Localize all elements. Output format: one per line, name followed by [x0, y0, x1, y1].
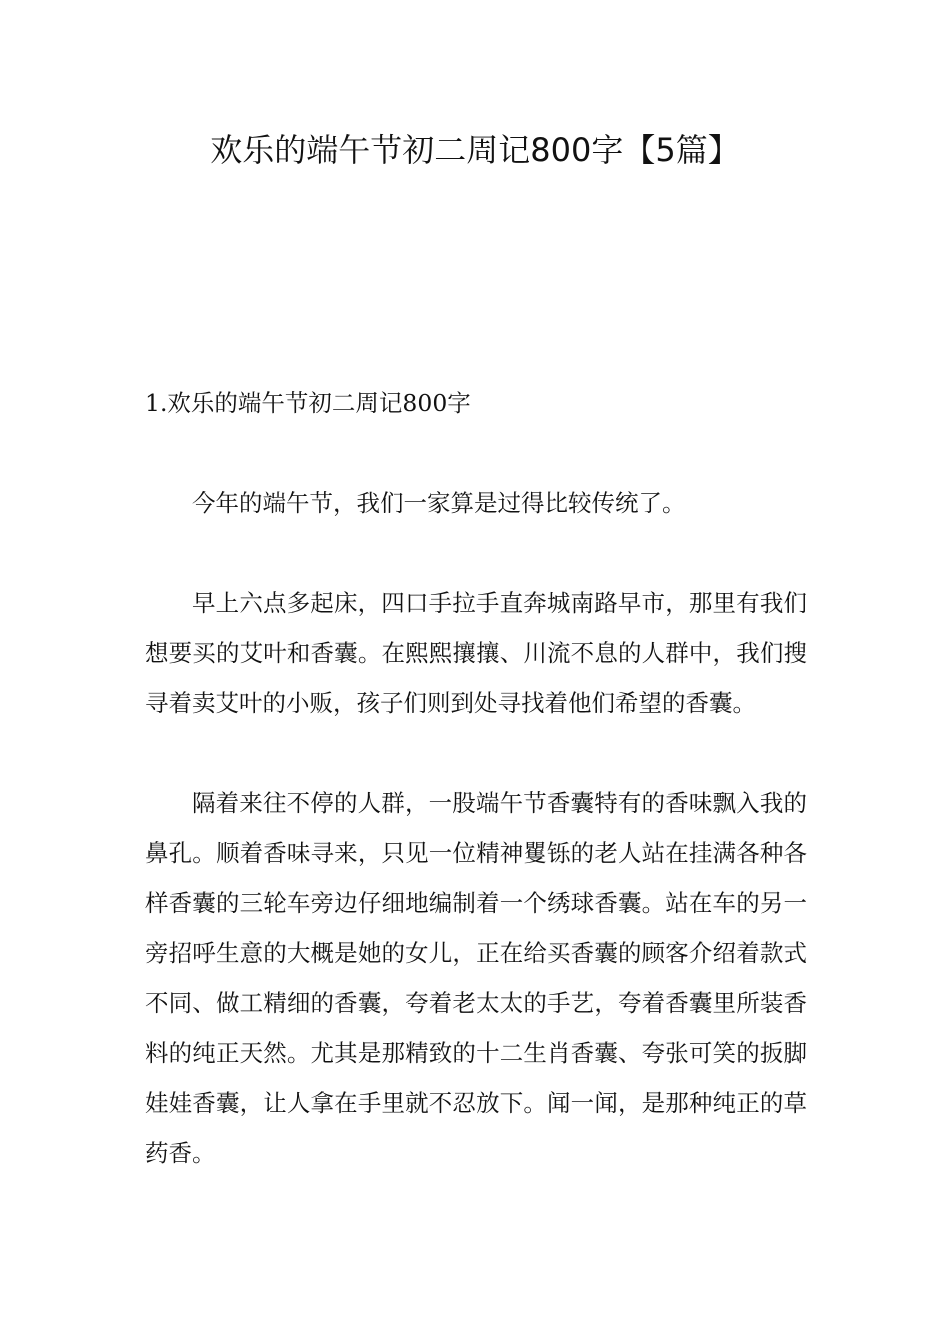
paragraph-spacer: [145, 428, 807, 478]
paragraph: 隔着来往不停的人群，一股端午节香囊特有的香味飘入我的鼻孔。顺着香味寻来，只见一位精神矍铄的老人站在挂满各种各样香囊的三轮车旁边仔细地编制着一个绣球香囊。站在车的另一旁招呼生意的大概是她的女儿，正在给买香囊的顾客介绍着款式不同、做工精细的香囊，夸着老太太的手艺，夸着香囊里所装香料的纯正天然。尤其是那精致的十二生肖香囊、夸张可笑的扳脚娃娃香囊，让人拿在手里就不忍放下。闻一闻，是那种纯正的草药香。: [145, 789, 807, 1167]
document-body: [145, 378, 807, 1178]
section-heading: 1.欢乐的端午节初二周记800字: [145, 389, 471, 417]
paragraph-spacer: [145, 528, 807, 578]
paragraph: 今年的端午节，我们一家算是过得比较传统了。: [192, 489, 686, 517]
document-title: 欢乐的端午节初二周记800字【5篇】: [210, 131, 740, 169]
paragraph: 早上六点多起床，四口手拉手直奔城南路早市，那里有我们想要买的艾叶和香囊。在熙熙攘攘、川流不息的人群中，我们搜寻着卖艾叶的小贩，孩子们则到处寻找着他们希望的香囊。: [145, 589, 807, 717]
paragraph-spacer: [145, 728, 807, 778]
